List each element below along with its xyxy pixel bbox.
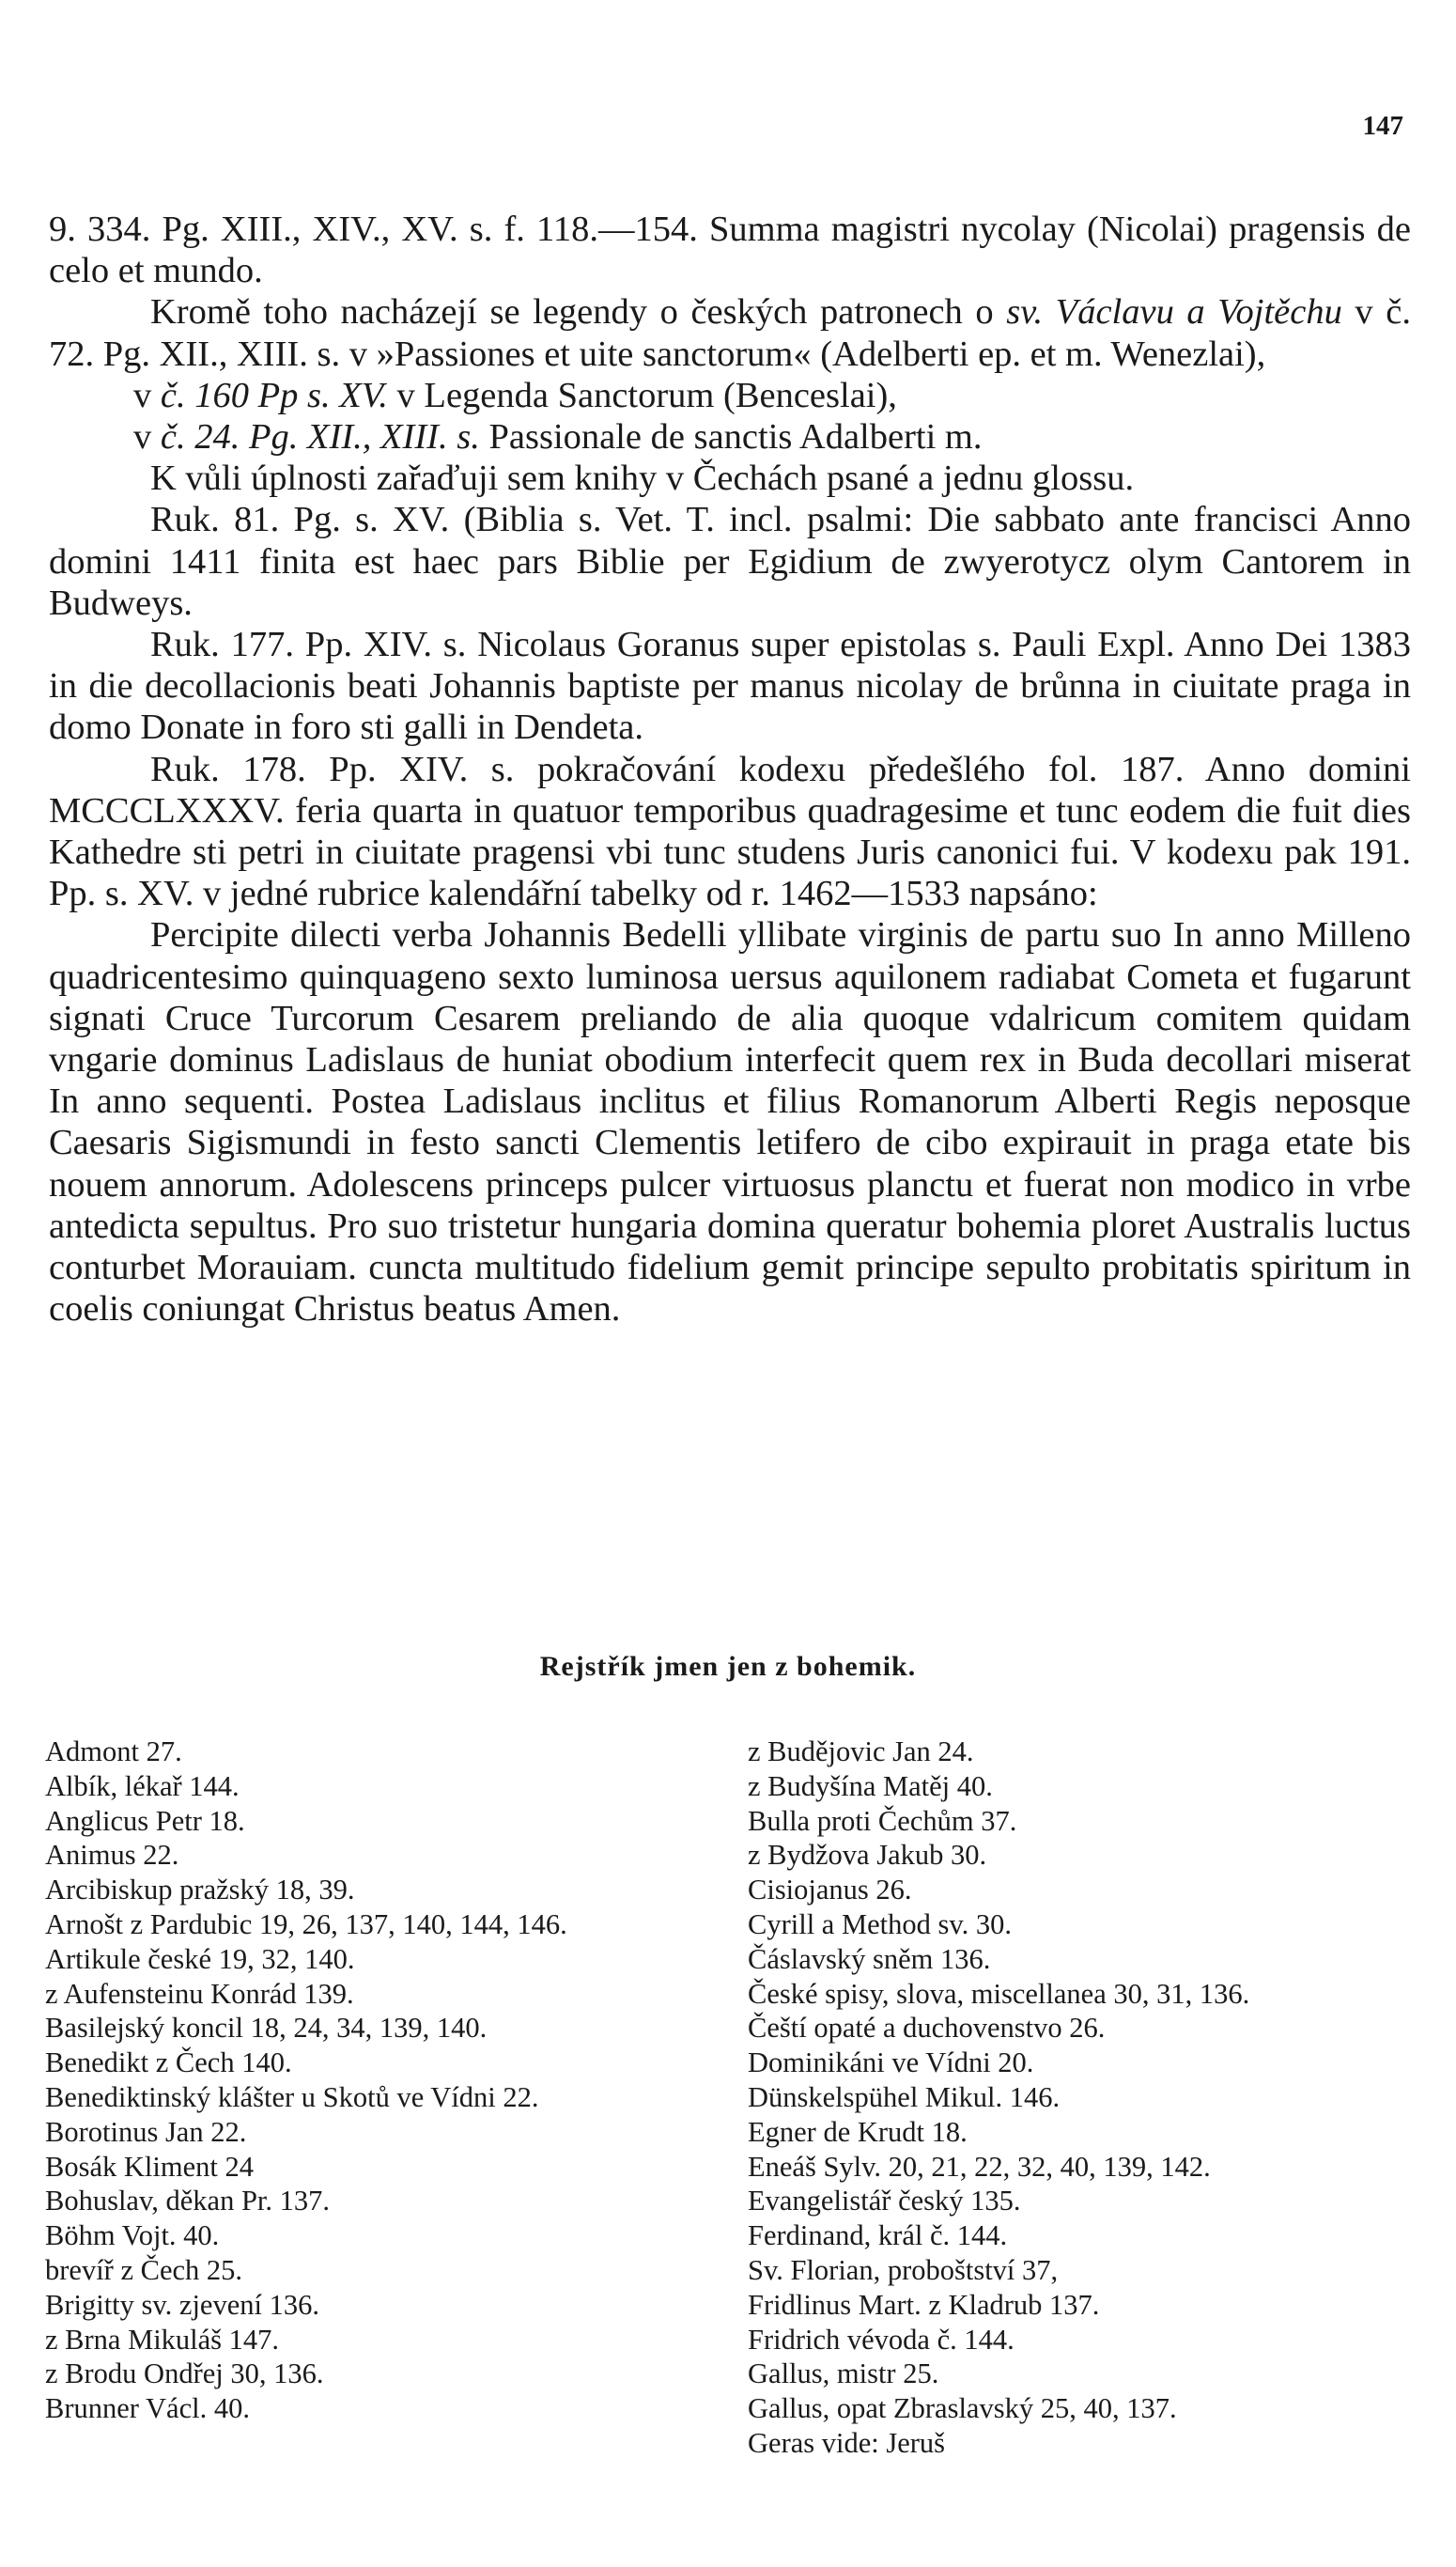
paragraph <box>49 624 1411 749</box>
index-column-left <box>45 1735 731 2426</box>
index-entry: Fridlinus Mart. z Kladrub 137. <box>748 2288 1100 2321</box>
index-entry: z Aufensteinu Konrád 139. <box>45 1977 354 2010</box>
text-run: K vůli úplnosti zařaďuji sem knihy v Čechách psané a jednu glossu. <box>150 459 1135 499</box>
index-entry: Gallus, mistr 25. <box>748 2357 939 2390</box>
text-run: v <box>133 417 161 458</box>
index-entry: Borotinus Jan 22. <box>45 2115 247 2148</box>
paragraph <box>49 291 1411 374</box>
index-entry: Geras vide: Jeruš <box>748 2426 946 2459</box>
index-entry: Animus 22. <box>45 1839 179 1872</box>
index-entry: Brigitty sv. zjevení 136. <box>45 2288 319 2321</box>
index-entry: z Brodu Ondřej 30, 136. <box>45 2357 324 2390</box>
paragraph <box>49 499 1411 624</box>
paragraph <box>49 749 1411 915</box>
text-run: v <box>133 375 161 415</box>
index-entry: Cyrill a Method sv. 30. <box>748 1907 1012 1940</box>
index-entry: z Budyšína Matěj 40. <box>748 1769 993 1802</box>
index-entry: z Bydžova Jakub 30. <box>748 1839 987 1872</box>
italic-text: č. 160 Pp s. XV. <box>160 375 388 415</box>
text-run: 9. 334. Pg. XIII., XIV., XV. s. f. 118.—154. Summa magistri nycolay (Nicolai) pragensis de celo et mundo. <box>49 210 1411 291</box>
italic-text: č. 24. Pg. XII., XIII. s. <box>160 417 480 458</box>
text-run: Ruk. 178. Pp. XIV. s. pokračování kodexu předešlého fol. 187. Anno domini MCCCLXXXV. feria quarta in quatuor temporibus quadragesime et tunc eodem die fuit dies Kathedre sti petri in ciuitate pragensi vbi tunc studens Juris canonici fui. V kodexu pak 191. Pp. s. XV. v jedné rubrice kalendářní tabelky od r. 1462—1533 napsáno: <box>49 749 1411 914</box>
index-column-right <box>748 1735 1433 2461</box>
index-entry: Arnošt z Pardubic 19, 26, 137, 140, 144, 146. <box>45 1907 567 1940</box>
paragraph <box>49 375 1411 416</box>
index-entry: Eneáš Sylv. 20, 21, 22, 32, 40, 139, 142. <box>748 2150 1211 2183</box>
index-entry: Admont 27. <box>45 1735 182 1767</box>
index-entry: České spisy, slova, miscellanea 30, 31, 136. <box>748 1977 1250 2010</box>
index-entry: Arcibiskup pražský 18, 39. <box>45 1874 355 1906</box>
page-number: 147 <box>1362 111 1403 141</box>
index-entry: Böhm Vojt. 40. <box>45 2219 220 2252</box>
index-entry: Brunner Václ. 40. <box>45 2392 250 2425</box>
index-entry: Benedikt z Čech 140. <box>45 2046 292 2079</box>
text-run: v Legenda Sanctorum (Benceslai), <box>387 375 897 415</box>
body-text <box>49 209 1411 1330</box>
index-entry: Čáslavský sněm 136. <box>748 1942 991 1975</box>
index-entry: Evangelistář český 135. <box>748 2185 1021 2217</box>
index-entry: z Brna Mikuláš 147. <box>45 2323 280 2356</box>
text-run: v č. 72. Pg. XII., XIII. s. v »Passiones et uite sanctorum« (Adelberti ep. et m. Wenezlai), <box>49 292 1411 374</box>
index-entry: Bosák Kliment 24 <box>45 2150 254 2183</box>
text-run: Ruk. 81. Pg. s. XV. (Biblia s. Vet. T. incl. psalmi: Die sabbato ante francisci Anno domini 1411 finita est haec pars Biblie per Egidium de zwyerotycz olym Cantorem in Budweys. <box>49 500 1411 623</box>
text-run: Kromě toho nacházejí se legendy o českých patronech o <box>150 292 1007 333</box>
italic-text: sv. Václavu a Vojtěchu <box>1006 292 1342 333</box>
text-run: Percipite dilecti verba Johannis Bedelli yllibate virginis de partu suo In anno Milleno quadricentesimo quinquageno sexto luminosa uersus aquilonem radiabat Cometa et fugarunt signati Cruce Turcorum Cesarem preliando de alia quoque vdalricum comitem quidam vngarie dominus Ladislaus de huniat obodium interfecit quem rex in Buda decollari miserat In anno sequenti. Postea Ladislaus inclitus et filius Romanorum Alberti Regis neposque Caesaris Sigismundi in festo sancti Clementis letifero de cibo expirauit in praga etate bis nouem annorum. Adolescens princeps pulcer virtuosus planctu et fuerat non modico in vrbe antedicta sepultus. Pro suo tristetur hungaria domina queratur bohemia ploret Australis luctus conturbet Morauiam. cuncta multitudo fidelium gemit principe sepulto probitatis spiritum in coelis coniungat Christus beatus Amen. <box>49 915 1411 1330</box>
index-entry: Basilejský koncil 18, 24, 34, 139, 140. <box>45 2012 488 2045</box>
index-entry: Ferdinand, král č. 144. <box>748 2219 1008 2252</box>
index-entry: Artikule české 19, 32, 140. <box>45 1942 355 1975</box>
index-entry: z Budějovic Jan 24. <box>748 1735 974 1767</box>
index-entry: brevíř z Čech 25. <box>45 2253 243 2286</box>
paragraph <box>49 209 1411 291</box>
index-title: Rejstřík jmen jen z bohemik. <box>539 1651 917 1682</box>
text-run: Passionale de sanctis Adalberti m. <box>479 417 983 458</box>
index-entry: Egner de Krudt 18. <box>748 2115 968 2148</box>
index-entry: Albík, lékař 144. <box>45 1769 240 1802</box>
index-entry: Bohuslav, děkan Pr. 137. <box>45 2185 331 2217</box>
paragraph <box>49 914 1411 1330</box>
index-entry: Fridrich vévoda č. 144. <box>748 2323 1015 2356</box>
index-entry: Anglicus Petr 18. <box>45 1804 245 1837</box>
index-entry: Benediktinský klášter u Skotů ve Vídni 22. <box>45 2080 539 2113</box>
index-entry: Cisiojanus 26. <box>748 1874 912 1906</box>
index-entry: Bulla proti Čechům 37. <box>748 1804 1017 1837</box>
index-entry: Dünskelspühel Mikul. 146. <box>748 2080 1061 2113</box>
paragraph <box>49 458 1411 499</box>
index-entry: Dominikáni ve Vídni 20. <box>748 2046 1034 2079</box>
index-entry: Čeští opaté a duchovenstvo 26. <box>748 2012 1106 2045</box>
text-run: Ruk. 177. Pp. XIV. s. Nicolaus Goranus super epistolas s. Pauli Expl. Anno Dei 1383 in die decollacionis beati Johannis baptiste per manus nicolay de brůnna in ciuitate praga in domo Donate in foro sti galli in Dendeta. <box>49 625 1411 748</box>
index-entry: Gallus, opat Zbraslavský 25, 40, 137. <box>748 2392 1177 2425</box>
paragraph <box>49 416 1411 458</box>
index-entry: Sv. Florian, proboštství 37, <box>748 2253 1059 2286</box>
